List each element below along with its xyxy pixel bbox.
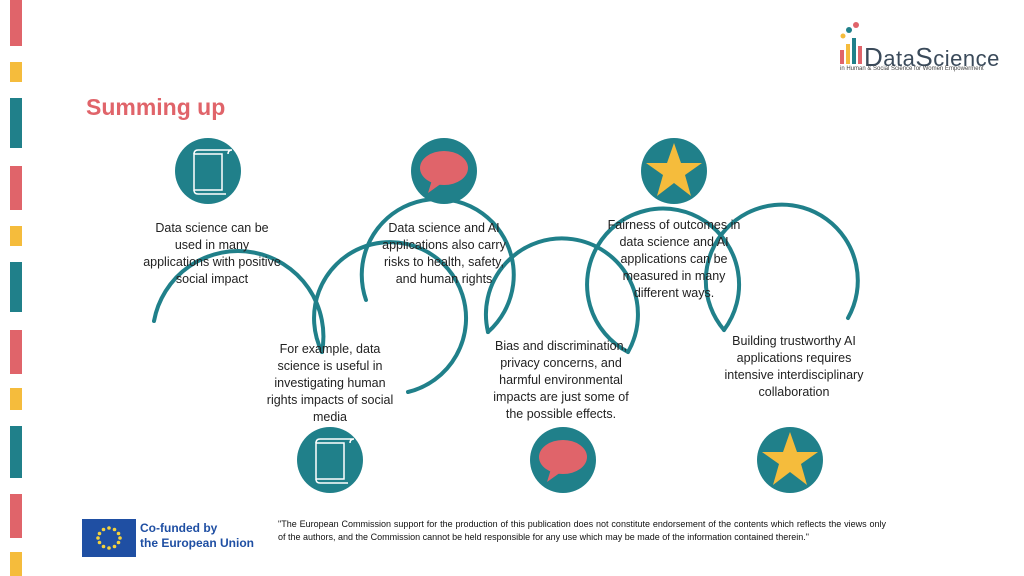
logo-wordmark: DataScience <box>864 42 1000 72</box>
star-icon <box>757 427 823 493</box>
speech-bubble-icon <box>530 427 596 493</box>
node-text-1: Data science can be used in many applications with positive social impact <box>143 221 281 286</box>
speech-bubble-icon <box>411 138 477 204</box>
scroll-icon <box>175 138 241 204</box>
node-text-2: For example, data science is useful in investigating human rights impacts of social media <box>266 342 394 424</box>
eu-stars-icon <box>83 520 135 556</box>
node-text-6: Building trustworthy AI applications requires intensive interdisciplinary collaboration <box>724 334 864 399</box>
eu-cofunded-label <box>140 521 254 551</box>
node-text-3: Data science and AI applications also carry risks to health, safety, and human rights <box>382 221 506 286</box>
logo-tagline: in Human & Social Science for Women Empowerment <box>840 66 984 72</box>
scroll-icon <box>297 427 363 493</box>
node-text-5: Fairness of outcomes in data science and AI applications can be measured in many different ways. <box>607 218 741 300</box>
star-icon <box>641 138 707 204</box>
disclaimer-text: "The European Commission support for the production of this publication does not constitute endorsement of the contents which reflects the views only of the authors, and the Commission cannot be held responsible for any use which may be made of the information contained therein." <box>278 519 886 542</box>
eu-flag-icon <box>82 519 136 557</box>
eu-label-line1: Co-funded by <box>140 521 218 535</box>
node-text-4: Bias and discrimination, privacy concerns, and harmful environmental impacts are just some of the possible effects. <box>493 339 629 421</box>
page-title: Summing up <box>86 94 226 120</box>
eu-label-line2: the European Union <box>140 536 254 550</box>
